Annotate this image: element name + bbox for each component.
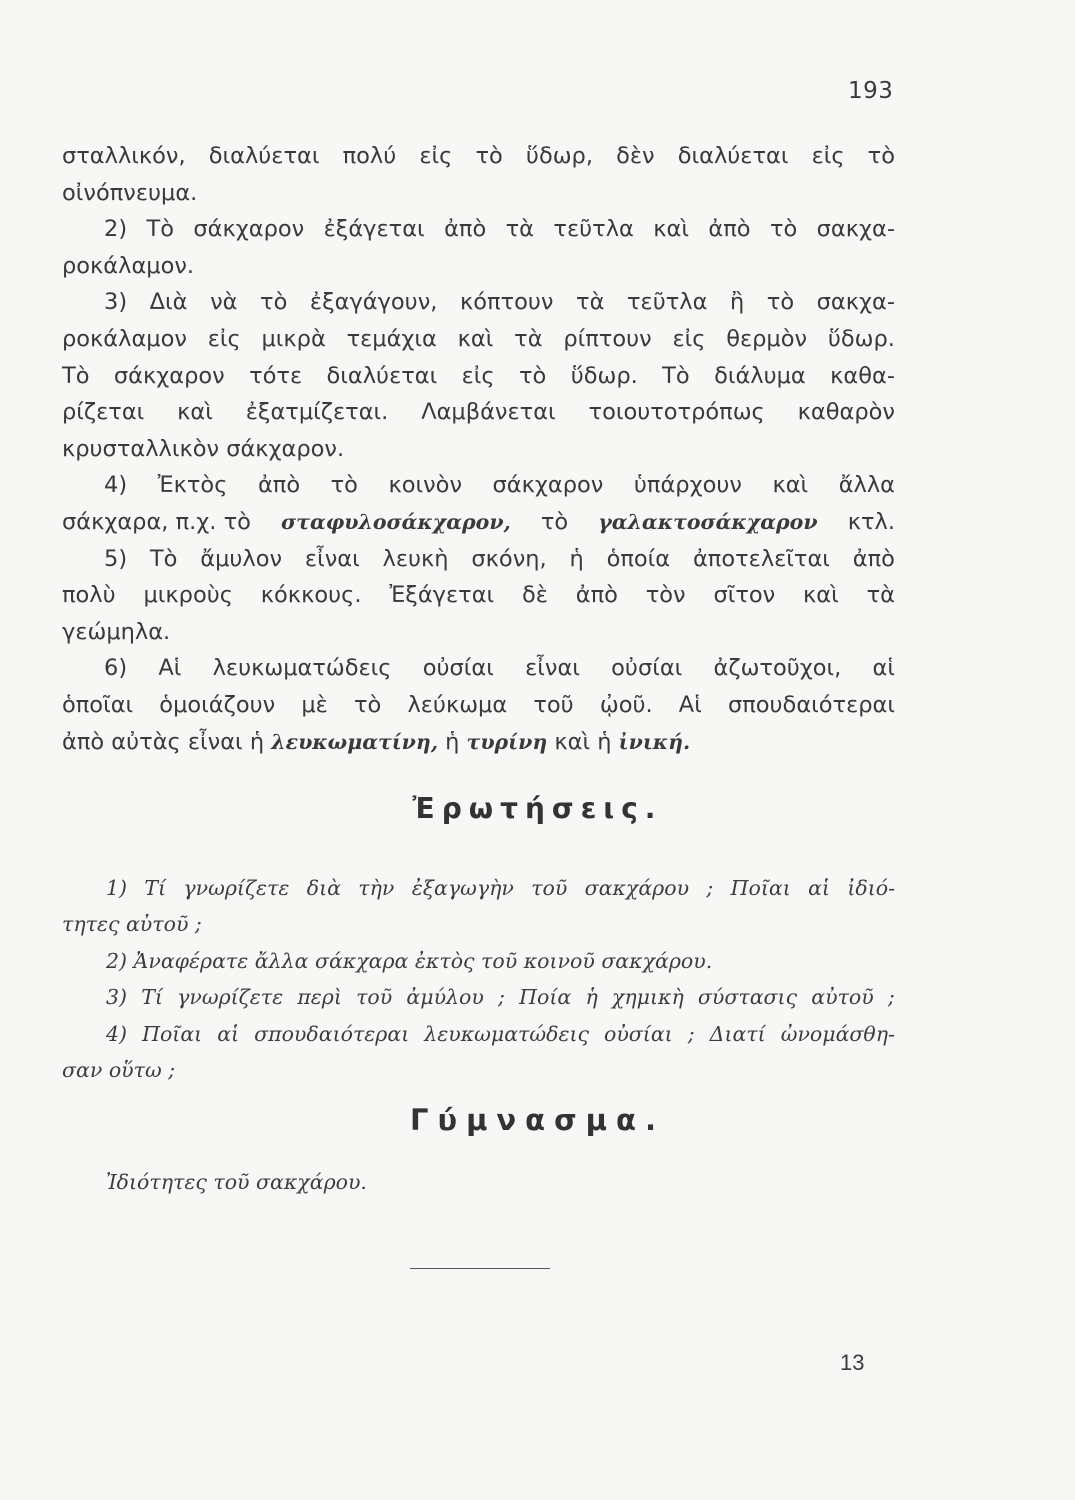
text-line-with-terms <box>62 504 895 541</box>
question-line: σαν οὕτω ; <box>62 1057 176 1082</box>
question-line: 4) Ποῖαι αἱ σπουδαιότεραι λευκωματώδεις οὐσίαι ; Διατί ὠνομάσθη- <box>106 1021 895 1046</box>
questions-list <box>62 870 895 1088</box>
text-line: Τὸ σάκχαρον τότε διαλύεται εἰς τὸ ὕδωρ. Τὸ διάλυμα καθα- <box>62 362 895 389</box>
exercise-heading: Γύμνασμα. <box>410 1103 665 1137</box>
exercise-text: Ἰδιότητες τοῦ σακχάρου. <box>106 1170 367 1194</box>
questions-heading: Ἐρωτήσεις. <box>412 792 663 825</box>
question-line: 1) Τί γνωρίζετε διὰ τὴν ἐξαγωγὴν τοῦ σακχάρου ; Ποῖαι αἱ ἰδιό- <box>106 876 895 900</box>
text-fragment: κτλ. <box>847 508 895 535</box>
text-fragment: καὶ ἡ <box>554 728 612 755</box>
question-line: 2) Ἀναφέρατε ἄλλα σάκχαρα ἐκτὸς τοῦ κοινοῦ σακχάρου. <box>106 948 713 973</box>
text-line: 3) Διὰ νὰ τὸ ἐξαγάγουν, κόπτουν τὰ τεῦτλα ἢ τὸ σακχα- <box>104 289 895 316</box>
text-line: ροκάλαμον. <box>62 252 195 279</box>
text-fragment: ἡ <box>445 728 460 755</box>
text-line: 2) Τὸ σάκχαρον ἐξάγεται ἀπὸ τὰ τεῦτλα καὶ ἀπὸ τὸ σακχα- <box>104 216 895 243</box>
section-divider <box>410 1268 550 1269</box>
text-line: 4) Ἐκτὸς ἀπὸ τὸ κοινὸν σάκχαρον ὑπάρχουν καὶ ἄλλα <box>104 472 895 499</box>
page-number-top: 193 <box>848 78 894 104</box>
text-line: σταλλικόν, διαλύεται πολύ εἰς τὸ ὕδωρ, δὲν διαλύεται εἰς τὸ <box>62 143 895 169</box>
text-line: 5) Τὸ ἄμυλον εἶναι λευκὴ σκόνη, ἡ ὁποία ἀποτελεῖται ἀπὸ <box>104 545 895 572</box>
text-fragment: ἀπὸ αὐτὰς εἶναι ἡ <box>62 728 265 755</box>
term-emphasis: σταφυλοσάκχαρον, <box>281 509 511 534</box>
text-line: γεώμηλα. <box>62 618 171 645</box>
text-line: ρίζεται καὶ ἐξατμίζεται. Λαμβάνεται τοιουτοτρόπως καθαρὸν <box>62 399 895 426</box>
term-emphasis: λευκωματίνη, <box>271 729 438 754</box>
body-text <box>62 138 895 760</box>
text-fragment: σάκχαρα, π.χ. τὸ <box>62 508 251 535</box>
text-line: ὁποῖαι ὁμοιάζουν μὲ τὸ λεύκωμα τοῦ ᾠοῦ. Αἱ σπουδαιότεραι <box>62 691 895 718</box>
text-line: οἰνόπνευμα. <box>62 179 198 206</box>
question-line: τητες αὐτοῦ ; <box>62 912 202 937</box>
question-line: 3) Τί γνωρίζετε περὶ τοῦ ἀμύλου ; Ποία ἡ χημικὴ σύστασις αὐτοῦ ; <box>106 985 895 1010</box>
text-fragment: τὸ <box>540 508 569 535</box>
text-line: πολὺ μικροὺς κόκκους. Ἐξάγεται δὲ ἀπὸ τὸν σῖτον καὶ τὰ <box>62 582 895 609</box>
term-emphasis: γαλακτοσάκχαρον <box>598 509 818 534</box>
term-emphasis: ἰνική. <box>618 729 691 754</box>
page-number-bottom: 13 <box>840 1350 865 1375</box>
text-line: ροκάλαμον εἰς μικρὰ τεμάχια καὶ τὰ ρίπτουν εἰς θερμὸν ὕδωρ. <box>62 325 895 352</box>
term-emphasis: τυρίνη <box>466 729 548 754</box>
text-line: κρυσταλλικὸν σάκχαρον. <box>62 435 345 462</box>
text-line: 6) Αἱ λευκωματώδεις οὐσίαι εἶναι οὐσίαι ἀζωτοῦχοι, αἱ <box>104 655 895 682</box>
text-line-with-terms <box>62 724 895 761</box>
